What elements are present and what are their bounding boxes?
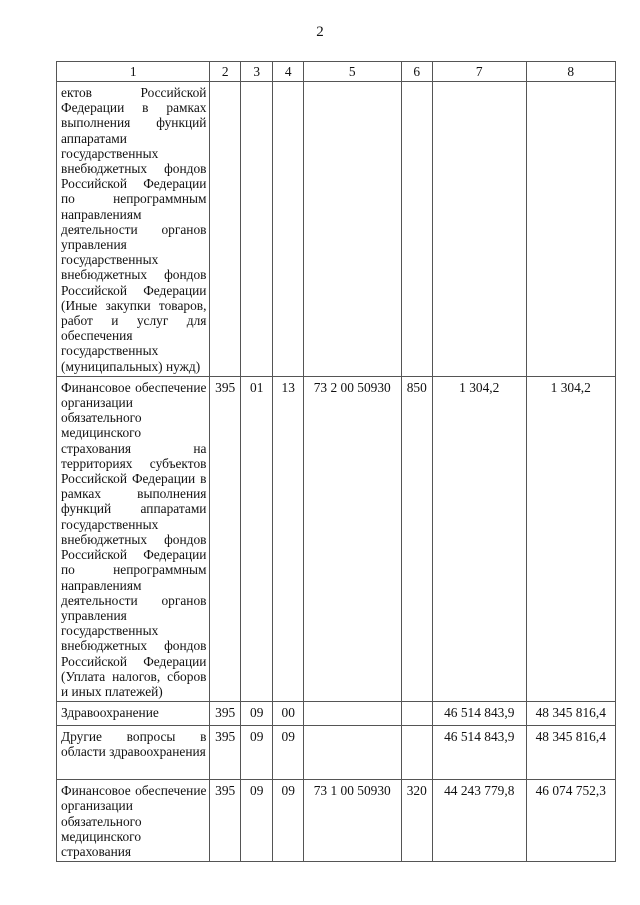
amount-year-2: 46 074 752,3 [526, 780, 615, 862]
column-header: 1 [57, 62, 210, 82]
table-row [57, 780, 616, 862]
budget-table [56, 61, 616, 862]
amount-year-1 [433, 82, 527, 377]
expense-type-code: 850 [401, 376, 433, 701]
subsection-code: 13 [273, 376, 303, 701]
row-description: Другие вопросы в области здравоохранения [57, 726, 210, 780]
row-description: Здравоохранение [57, 702, 210, 726]
table-row [57, 702, 616, 726]
expense-type-code [401, 702, 433, 726]
section-code [240, 82, 273, 377]
amount-year-1: 46 514 843,9 [433, 726, 527, 780]
header-row [57, 62, 616, 82]
row-description: ектов Российской Федерации в рамках выполнения функций аппаратами государственных внебюджетных фондов Российской Федерации по непрограммным направлениям деятельности органов управления государственных внебюджетных фондов Российской Федерации (Иные закупки товаров, работ и услуг для обеспечения государственных (муниципальных) нужд) [57, 82, 210, 377]
target-code [303, 702, 401, 726]
subsection-code: 09 [273, 726, 303, 780]
table-row [57, 82, 616, 377]
amount-year-2 [526, 82, 615, 377]
amount-year-2: 48 345 816,4 [526, 726, 615, 780]
column-header: 5 [303, 62, 401, 82]
amount-year-1: 1 304,2 [433, 376, 527, 701]
section-code: 09 [240, 780, 273, 862]
column-header: 8 [526, 62, 615, 82]
expense-type-code: 320 [401, 780, 433, 862]
target-code: 73 2 00 50930 [303, 376, 401, 701]
amount-year-1: 46 514 843,9 [433, 702, 527, 726]
row-description: Финансовое обеспечение организации обязательного медицинского страхования [57, 780, 210, 862]
column-header: 7 [433, 62, 527, 82]
ministry-code: 395 [210, 780, 240, 862]
table-row [57, 726, 616, 780]
column-header: 4 [273, 62, 303, 82]
section-code: 09 [240, 726, 273, 780]
amount-year-2: 48 345 816,4 [526, 702, 615, 726]
table-row [57, 376, 616, 701]
target-code [303, 726, 401, 780]
column-header: 6 [401, 62, 433, 82]
section-code: 09 [240, 702, 273, 726]
subsection-code: 00 [273, 702, 303, 726]
column-header: 3 [240, 62, 273, 82]
subsection-code: 09 [273, 780, 303, 862]
column-header: 2 [210, 62, 240, 82]
target-code [303, 82, 401, 377]
amount-year-2: 1 304,2 [526, 376, 615, 701]
expense-type-code [401, 726, 433, 780]
ministry-code: 395 [210, 726, 240, 780]
expense-type-code [401, 82, 433, 377]
ministry-code [210, 82, 240, 377]
amount-year-1: 44 243 779,8 [433, 780, 527, 862]
section-code: 01 [240, 376, 273, 701]
ministry-code: 395 [210, 376, 240, 701]
page-number: 2 [316, 24, 324, 40]
row-description: Финансовое обеспечение организации обязательного медицинского страхования на территориях субъектов Российской Федерации в рамках выполнения функций аппаратами государственных внебюджетных фондов Российской Федерации по непрограммным направлениям деятельности органов управления государственных внебюджетных фондов Российской Федерации (Уплата налогов, сборов и иных платежей) [57, 376, 210, 701]
subsection-code [273, 82, 303, 377]
target-code: 73 1 00 50930 [303, 780, 401, 862]
ministry-code: 395 [210, 702, 240, 726]
